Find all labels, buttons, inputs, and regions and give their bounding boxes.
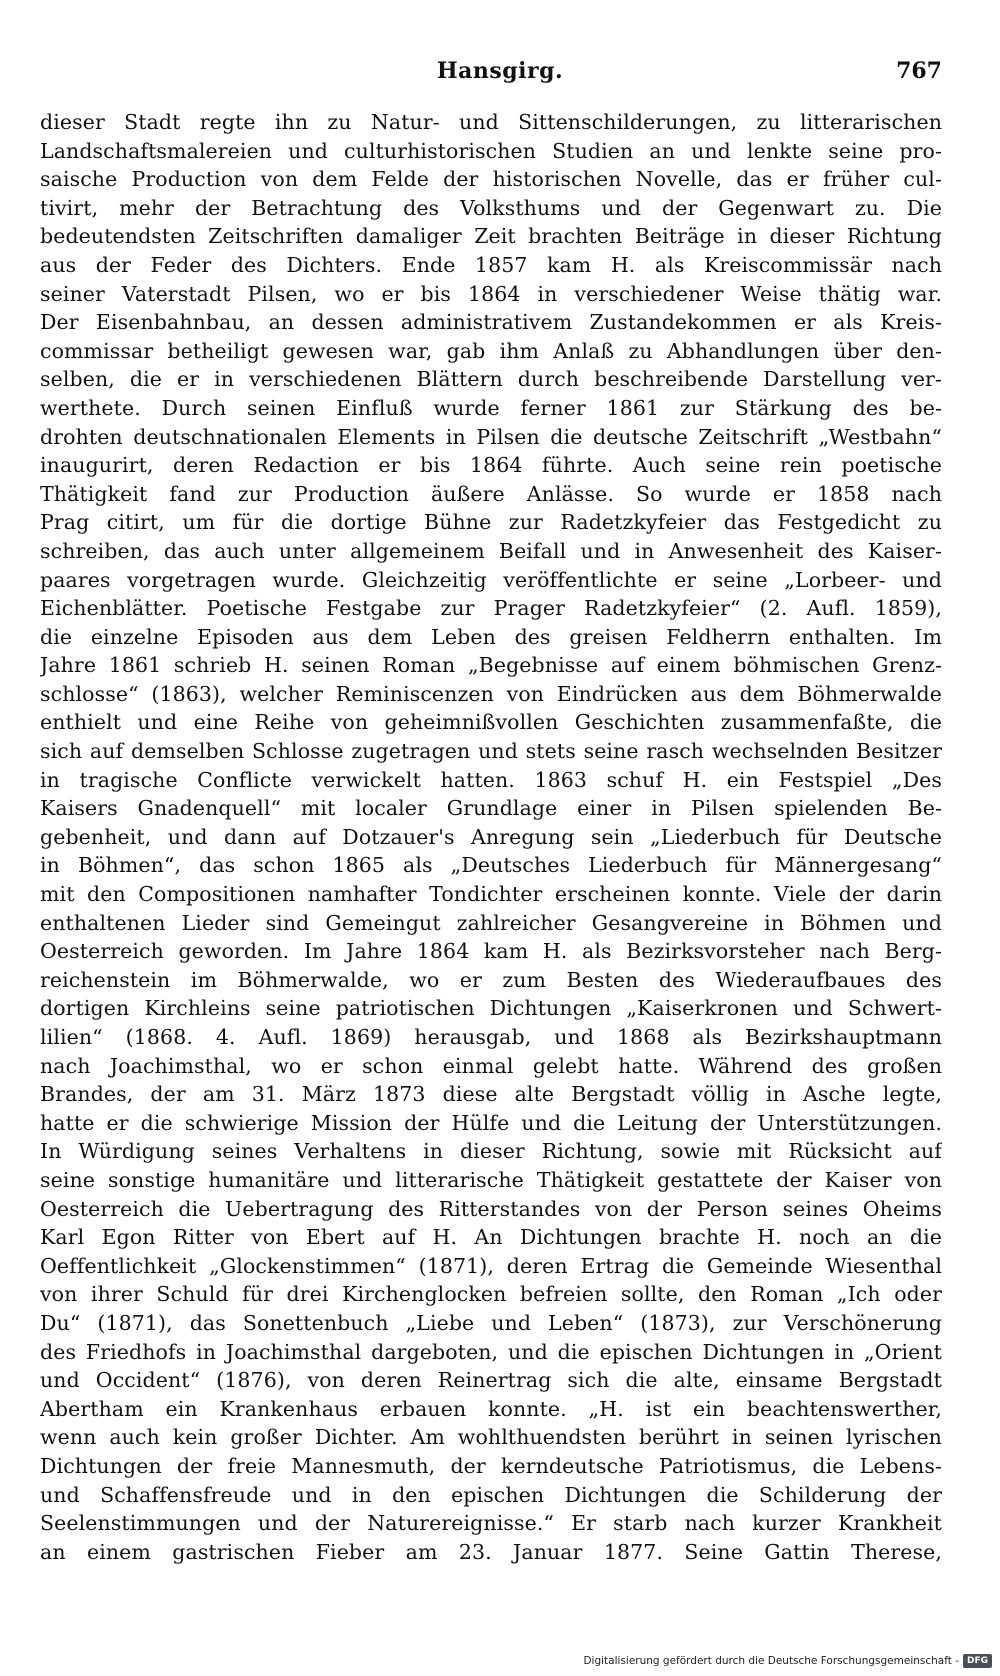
digitization-credit: Digitalisierung gefördert durch die Deutsche Forschungsgemeinschaft - xyxy=(583,1655,959,1667)
text-line: Oesterreich die Uebertragung des Ritterstandes von der Person seines Oheims xyxy=(40,1196,942,1221)
text-line: paares vorgetragen wurde. Gleichzeitig veröffentlichte er seine „Lorbeer- und xyxy=(40,567,942,592)
text-line: hatte er die schwierige Mission der Hülfe und die Leitung der Unterstützungen. xyxy=(40,1110,942,1135)
text-line: seine sonstige humanitäre und litterarische Thätigkeit gestattete der Kaiser von xyxy=(40,1167,942,1192)
body-text xyxy=(40,108,942,1566)
text-line: Abertham ein Krankenhaus erbauen konnte. „H. ist ein beachtenswerther, xyxy=(40,1396,942,1421)
text-line: an einem gastrischen Fieber am 23. Januar 1877. Seine Gattin Therese, xyxy=(40,1539,942,1564)
text-line: Dichtungen der freie Mannesmuth, der kerndeutsche Patriotismus, die Lebens- xyxy=(40,1453,942,1478)
text-line: dieser Stadt regte ihn zu Natur- und Sittenschilderungen, zu litterarischen xyxy=(40,110,942,134)
text-line: wenn auch kein großer Dichter. Am wohlthuendsten berührt in seinen lyrischen xyxy=(40,1425,942,1450)
page-number: 767 xyxy=(896,58,942,84)
text-line: mit den Compositionen namhafter Tondichter erscheinen konnte. Viele der darin xyxy=(40,882,942,907)
text-line: bedeutendsten Zeitschriften damaliger Zeit brachten Beiträge in dieser Richtung xyxy=(40,224,942,249)
running-title: Hansgirg. xyxy=(436,58,564,84)
text-line: und Occident“ (1876), von deren Reinertrag sich die alte, einsame Bergstadt xyxy=(40,1368,942,1393)
text-line: in tragische Conflicte verwickelt hatten. 1863 schuf H. ein Festspiel „Des xyxy=(40,767,942,792)
text-line: drohten deutschnationalen Elements in Pilsen die deutsche Zeitschrift „Westbahn“ xyxy=(40,424,942,449)
footer xyxy=(583,1654,992,1668)
text-line: enthaltenen Lieder sind Gemeingut zahlreicher Gesangvereine in Böhmen und xyxy=(40,910,942,935)
text-line: nach Joachimsthal, wo er schon einmal gelebt hatte. Während des großen xyxy=(40,1053,942,1078)
text-line: dortigen Kirchleins seine patriotischen Dichtungen „Kaiserkronen und Schwert- xyxy=(40,996,942,1021)
text-line: Oesterreich geworden. Im Jahre 1864 kam H. als Bezirksvorsteher nach Berg- xyxy=(40,939,942,964)
text-line: die einzelne Episoden aus dem Leben des greisen Feldherrn enthalten. Im xyxy=(40,624,942,649)
text-line: Der Eisenbahnbau, an dessen administrativem Zustandekommen er als Kreis- xyxy=(40,310,942,335)
text-line: schreiben, das auch unter allgemeinem Beifall und in Anwesenheit des Kaiser- xyxy=(40,538,942,563)
text-line: lilien“ (1868. 4. Aufl. 1869) herausgab, und 1868 als Bezirkshauptmann xyxy=(40,1025,942,1049)
text-line: Thätigkeit fand zur Production äußere Anlässe. So wurde er 1858 nach xyxy=(40,481,942,506)
text-line: saische Production von dem Felde der historischen Novelle, das er früher cul- xyxy=(40,167,942,192)
text-line: Oeffentlichkeit „Glockenstimmen“ (1871), deren Ertrag die Gemeinde Wiesenthal xyxy=(40,1253,942,1278)
text-line: inaugurirt, deren Redaction er bis 1864 führte. Auch seine rein poetische xyxy=(40,453,942,478)
text-line: seiner Vaterstadt Pilsen, wo er bis 1864 in verschiedener Weise thätig war. xyxy=(40,281,942,306)
text-line: enthielt und eine Reihe von geheimnißvollen Geschichten zusammenfaßte, die xyxy=(40,710,942,735)
text-line: des Friedhofs in Joachimsthal dargeboten, und die epischen Dichtungen in „Orient xyxy=(40,1339,942,1364)
text-line: Brandes, der am 31. März 1873 diese alte Bergstadt völlig in Asche legte, xyxy=(40,1082,942,1107)
text-line: aus der Feder des Dichters. Ende 1857 kam H. als Kreiscommissär nach xyxy=(40,252,942,277)
text-line: selben, die er in verschiedenen Blättern durch beschreibende Darstellung ver- xyxy=(40,367,942,392)
text-line: In Würdigung seines Verhaltens in dieser Richtung, sowie mit Rücksicht auf xyxy=(40,1139,942,1164)
text-line: Landschaftsmalereien und culturhistorischen Studien an und lenkte seine pro- xyxy=(40,138,942,163)
text-line: in Böhmen“, das schon 1865 als „Deutsches Liederbuch für Männergesang“ xyxy=(40,853,942,878)
text-line: von ihrer Schuld für drei Kirchenglocken befreien sollte, den Roman „Ich oder xyxy=(40,1282,942,1307)
text-line: werthete. Durch seinen Einfluß wurde ferner 1861 zur Stärkung des be- xyxy=(40,395,942,420)
text-line: sich auf demselben Schlosse zugetragen und stets seine rasch wechselnden Besitzer xyxy=(40,739,942,764)
text-line: Prag citirt, um für die dortige Bühne zur Radetzkyfeier das Festgedicht zu xyxy=(40,510,942,535)
text-line: Seelenstimmungen und der Naturereignisse.“ Er starb nach kurzer Krankheit xyxy=(40,1511,942,1536)
text-line: tivirt, mehr der Betrachtung des Volksthums und der Gegenwart zu. Die xyxy=(40,195,942,220)
text-line: Kaisers Gnadenquell“ mit localer Grundlage einer in Pilsen spielenden Be- xyxy=(40,796,942,821)
text-line: Jahre 1861 schrieb H. seinen Roman „Begebnisse auf einem böhmischen Grenz- xyxy=(40,653,942,678)
dfg-logo: DFG xyxy=(963,1654,992,1668)
text-line: schlosse“ (1863), welcher Reminiscenzen von Eindrücken aus dem Böhmerwalde xyxy=(40,681,942,706)
text-line: commissar betheiligt gewesen war, gab ihm Anlaß zu Abhandlungen über den- xyxy=(40,338,942,363)
text-line: gebenheit, und dann auf Dotzauer's Anregung sein „Liederbuch für Deutsche xyxy=(40,824,942,849)
text-line: und Schaffensfreude und in den epischen Dichtungen die Schilderung der xyxy=(40,1482,942,1507)
text-line: Karl Egon Ritter von Ebert auf H. An Dichtungen brachte H. noch an die xyxy=(40,1225,942,1250)
text-line: reichenstein im Böhmerwalde, wo er zum Besten des Wiederaufbaues des xyxy=(40,967,942,992)
text-line: Eichenblätter. Poetische Festgabe zur Prager Radetzkyfeier“ (2. Aufl. 1859), xyxy=(40,596,942,621)
text-line: Du“ (1871), das Sonettenbuch „Liebe und Leben“ (1873), zur Verschönerung xyxy=(40,1310,942,1335)
